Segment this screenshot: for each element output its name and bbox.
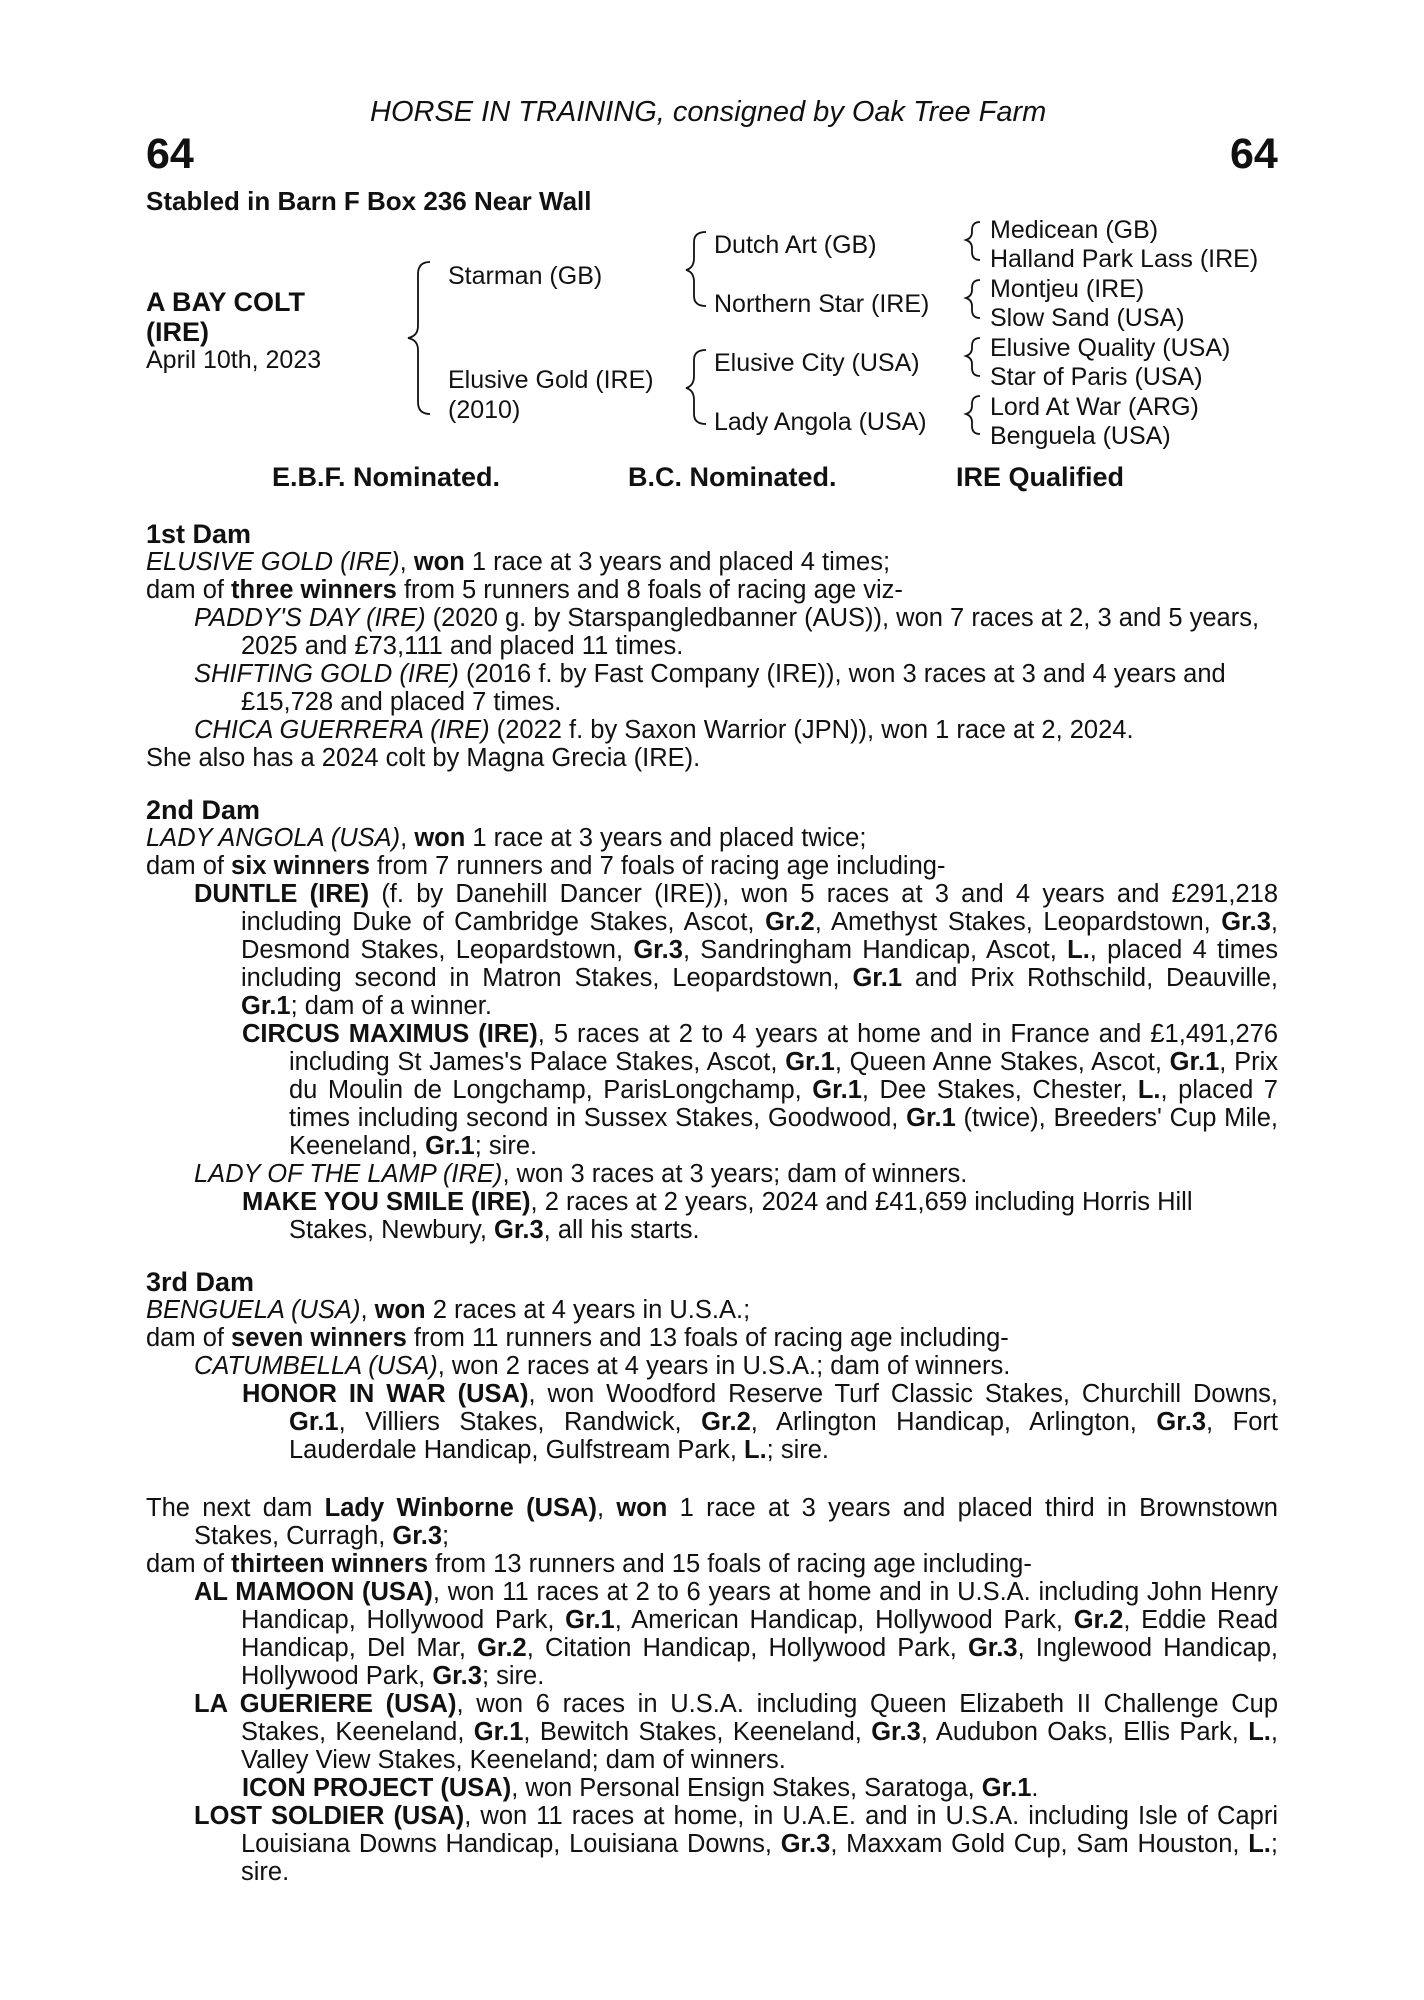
- brace-g3-g4: [966, 280, 980, 318]
- ped-g2: Halland Park Lass (IRE): [990, 245, 1259, 273]
- dam1-won: won: [413, 548, 465, 576]
- next-dam-record: The next dam Lady Winborne (USA), won 1 race at 3 years and placed third in Brownstown Stakes, Curragh, Gr.3;: [146, 1494, 1278, 1550]
- ped-dam-dam: Lady Angola (USA): [714, 408, 927, 436]
- dam1-heading: 1st Dam: [146, 519, 252, 549]
- ped-sire: Starman (GB): [448, 262, 603, 290]
- dam2-progeny-make-you-smile: MAKE YOU SMILE (IRE), 2 races at 2 years, 2024 and £41,659 including Horris Hill Stakes, Newbury, Gr.3, all his starts.: [242, 1188, 1193, 1244]
- brace-g1-g2: [966, 222, 980, 260]
- dam3-progeny-honor-in-war: HONOR IN WAR (USA), won Woodford Reserve Turf Classic Stakes, Churchill Downs, Gr.1, Villiers Stakes, Randwick, Gr.2, Arlington Handicap, Arlington, Gr.3, Fort Lauderdale Handicap, Gulfstream Park, L.; sire.: [242, 1380, 1278, 1464]
- next-progeny-icon-project: ICON PROJECT (USA), won Personal Ensign Stakes, Saratoga, Gr.1.: [242, 1774, 1039, 1802]
- brace-g5-g6: [966, 338, 980, 376]
- ped-dam-year: (2010): [448, 396, 521, 424]
- nomination-ire: IRE Qualified: [956, 462, 1125, 492]
- lot-number-left: 64: [146, 130, 194, 178]
- ped-g6: Star of Paris (USA): [990, 363, 1203, 391]
- next-progeny-al-mamoon: AL MAMOON (USA), won 11 races at 2 to 6 years at home and in U.S.A. including John Henry Handicap, Hollywood Park, Gr.1, American Handicap, Hollywood Park, Gr.2, Eddie Read Handicap, Del Mar, Gr.2, Citation Handicap, Hollywood Park, Gr.3, Inglewood Handicap, Hollywood Park, Gr.3; sire.: [194, 1578, 1279, 1690]
- dam1-record: ELUSIVE GOLD (IRE), won 1 race at 3 years and placed 4 times;: [146, 548, 891, 576]
- horse-dob: April 10th, 2023: [146, 346, 322, 374]
- brace-g7-g8: [966, 396, 980, 434]
- next-progeny-la-gueriere: LA GUERIERE (USA), won 6 races in U.S.A. including Queen Elizabeth II Challenge Cup Stakes, Keeneland, Gr.1, Bewitch Stakes, Keeneland, Gr.3, Audubon Oaks, Ellis Park, L., Valley View Stakes, Keeneland; dam of winners.: [194, 1690, 1278, 1774]
- ped-g5: Elusive Quality (USA): [990, 334, 1231, 362]
- dam2-progeny-circus-maximus: CIRCUS MAXIMUS (IRE), 5 races at 2 to 4 years at home and in France and £1,491,276 including St James's Palace Stakes, Ascot, Gr.1, Queen Anne Stakes, Ascot, Gr.1, Prix du Moulin de Longchamp, ParisLongchamp, Gr.1, Dee Stakes, Chester, L., placed 7 times including second in Sussex Stakes, Goodwood, Gr.1 (twice), Breeders' Cup Mile, Keeneland, Gr.1; sire.: [242, 1020, 1278, 1160]
- ped-g3: Montjeu (IRE): [990, 275, 1145, 303]
- ped-sire-sire: Dutch Art (GB): [714, 231, 877, 259]
- dam1-progeny-2: SHIFTING GOLD (IRE) (2016 f. by Fast Company (IRE)), won 3 races at 3 and 4 years and £15,728 and placed 7 times.: [194, 660, 1226, 716]
- ped-g8: Benguela (USA): [990, 422, 1171, 450]
- dam2-progeny-duntle: DUNTLE (IRE) (f. by Danehill Dancer (IRE)), won 5 races at 3 and 4 years and £291,218 including Duke of Cambridge Stakes, Ascot, Gr.2, Amethyst Stakes, Leopardstown, Gr.3, Desmond Stakes, Leopardstown, Gr.3, Sandringham Handicap, Ascot, L., placed 4 times including second in Matron Stakes, Leopardstown, Gr.1 and Prix Rothschild, Deauville, Gr.1; dam of a winner.: [194, 880, 1278, 1020]
- lot-number-right: 64: [1230, 130, 1278, 178]
- dam3-heading: 3rd Dam: [146, 1267, 255, 1297]
- next-dam-produce: dam of thirteen winners from 13 runners and 15 foals of racing age including-: [146, 1550, 1032, 1578]
- ped-sire-dam: Northern Star (IRE): [714, 290, 930, 318]
- consignment-header: HORSE IN TRAINING, consigned by Oak Tree Farm: [370, 96, 1047, 128]
- nomination-ebf: E.B.F. Nominated.: [272, 462, 501, 492]
- dam3-record: BENGUELA (USA), won 2 races at 4 years in U.S.A.;: [146, 1296, 751, 1324]
- dam1-produce: dam of three winners from 5 runners and 8 foals of racing age viz-: [146, 576, 903, 604]
- stabled-location: Stabled in Barn F Box 236 Near Wall: [146, 186, 592, 216]
- dam1-progeny-3: CHICA GUERRERA (IRE) (2022 f. by Saxon Warrior (JPN)), won 1 race at 2, 2024.: [194, 716, 1134, 744]
- dam1-progeny-1: PADDY'S DAY (IRE) (2020 g. by Starspangledbanner (AUS)), won 7 races at 2, 3 and 5 years, 2025 and £73,111 and placed 11 times.: [194, 604, 1260, 660]
- dam1-also: She also has a 2024 colt by Magna Grecia (IRE).: [146, 744, 701, 772]
- nomination-bc: B.C. Nominated.: [628, 462, 837, 492]
- dam2-heading: 2nd Dam: [146, 795, 261, 825]
- dam2-produce: dam of six winners from 7 runners and 7 foals of racing age including-: [146, 852, 946, 880]
- dam3-produce: dam of seven winners from 11 runners and 13 foals of racing age including-: [146, 1324, 1009, 1352]
- catalogue-body: [146, 520, 1278, 1886]
- ped-dam-sire: Elusive City (USA): [714, 349, 920, 377]
- dam1-name: ELUSIVE GOLD (IRE): [146, 548, 400, 576]
- dam2-record: LADY ANGOLA (USA), won 1 race at 3 years and placed twice;: [146, 824, 867, 852]
- brace-dam-line: [686, 350, 706, 424]
- dam1-winners: three winners: [231, 576, 397, 604]
- horse-line2: (IRE): [146, 317, 209, 347]
- dam3-progeny-catumbella: CATUMBELLA (USA), won 2 races at 4 years in U.S.A.; dam of winners.: [194, 1352, 1011, 1380]
- brace-sire-line: [686, 232, 706, 306]
- ped-g7: Lord At War (ARG): [990, 393, 1199, 421]
- next-dam-name: Lady Winborne (USA): [324, 1494, 597, 1522]
- brace-sire-dam: [408, 262, 430, 414]
- next-progeny-lost-soldier: LOST SOLDIER (USA), won 11 races at home, in U.A.E. and in U.S.A. including Isle of Capri Louisiana Downs Handicap, Louisiana Downs, Gr.3, Maxxam Gold Cup, Sam Houston, L.; sire.: [194, 1802, 1278, 1886]
- ped-g4: Slow Sand (USA): [990, 304, 1185, 332]
- ped-dam: Elusive Gold (IRE): [448, 366, 654, 394]
- dam2-progeny-lady-of-the-lamp: LADY OF THE LAMP (IRE), won 3 races at 3 years; dam of winners.: [194, 1160, 968, 1188]
- horse-line1: A BAY COLT: [146, 287, 306, 317]
- ped-g1: Medicean (GB): [990, 216, 1159, 244]
